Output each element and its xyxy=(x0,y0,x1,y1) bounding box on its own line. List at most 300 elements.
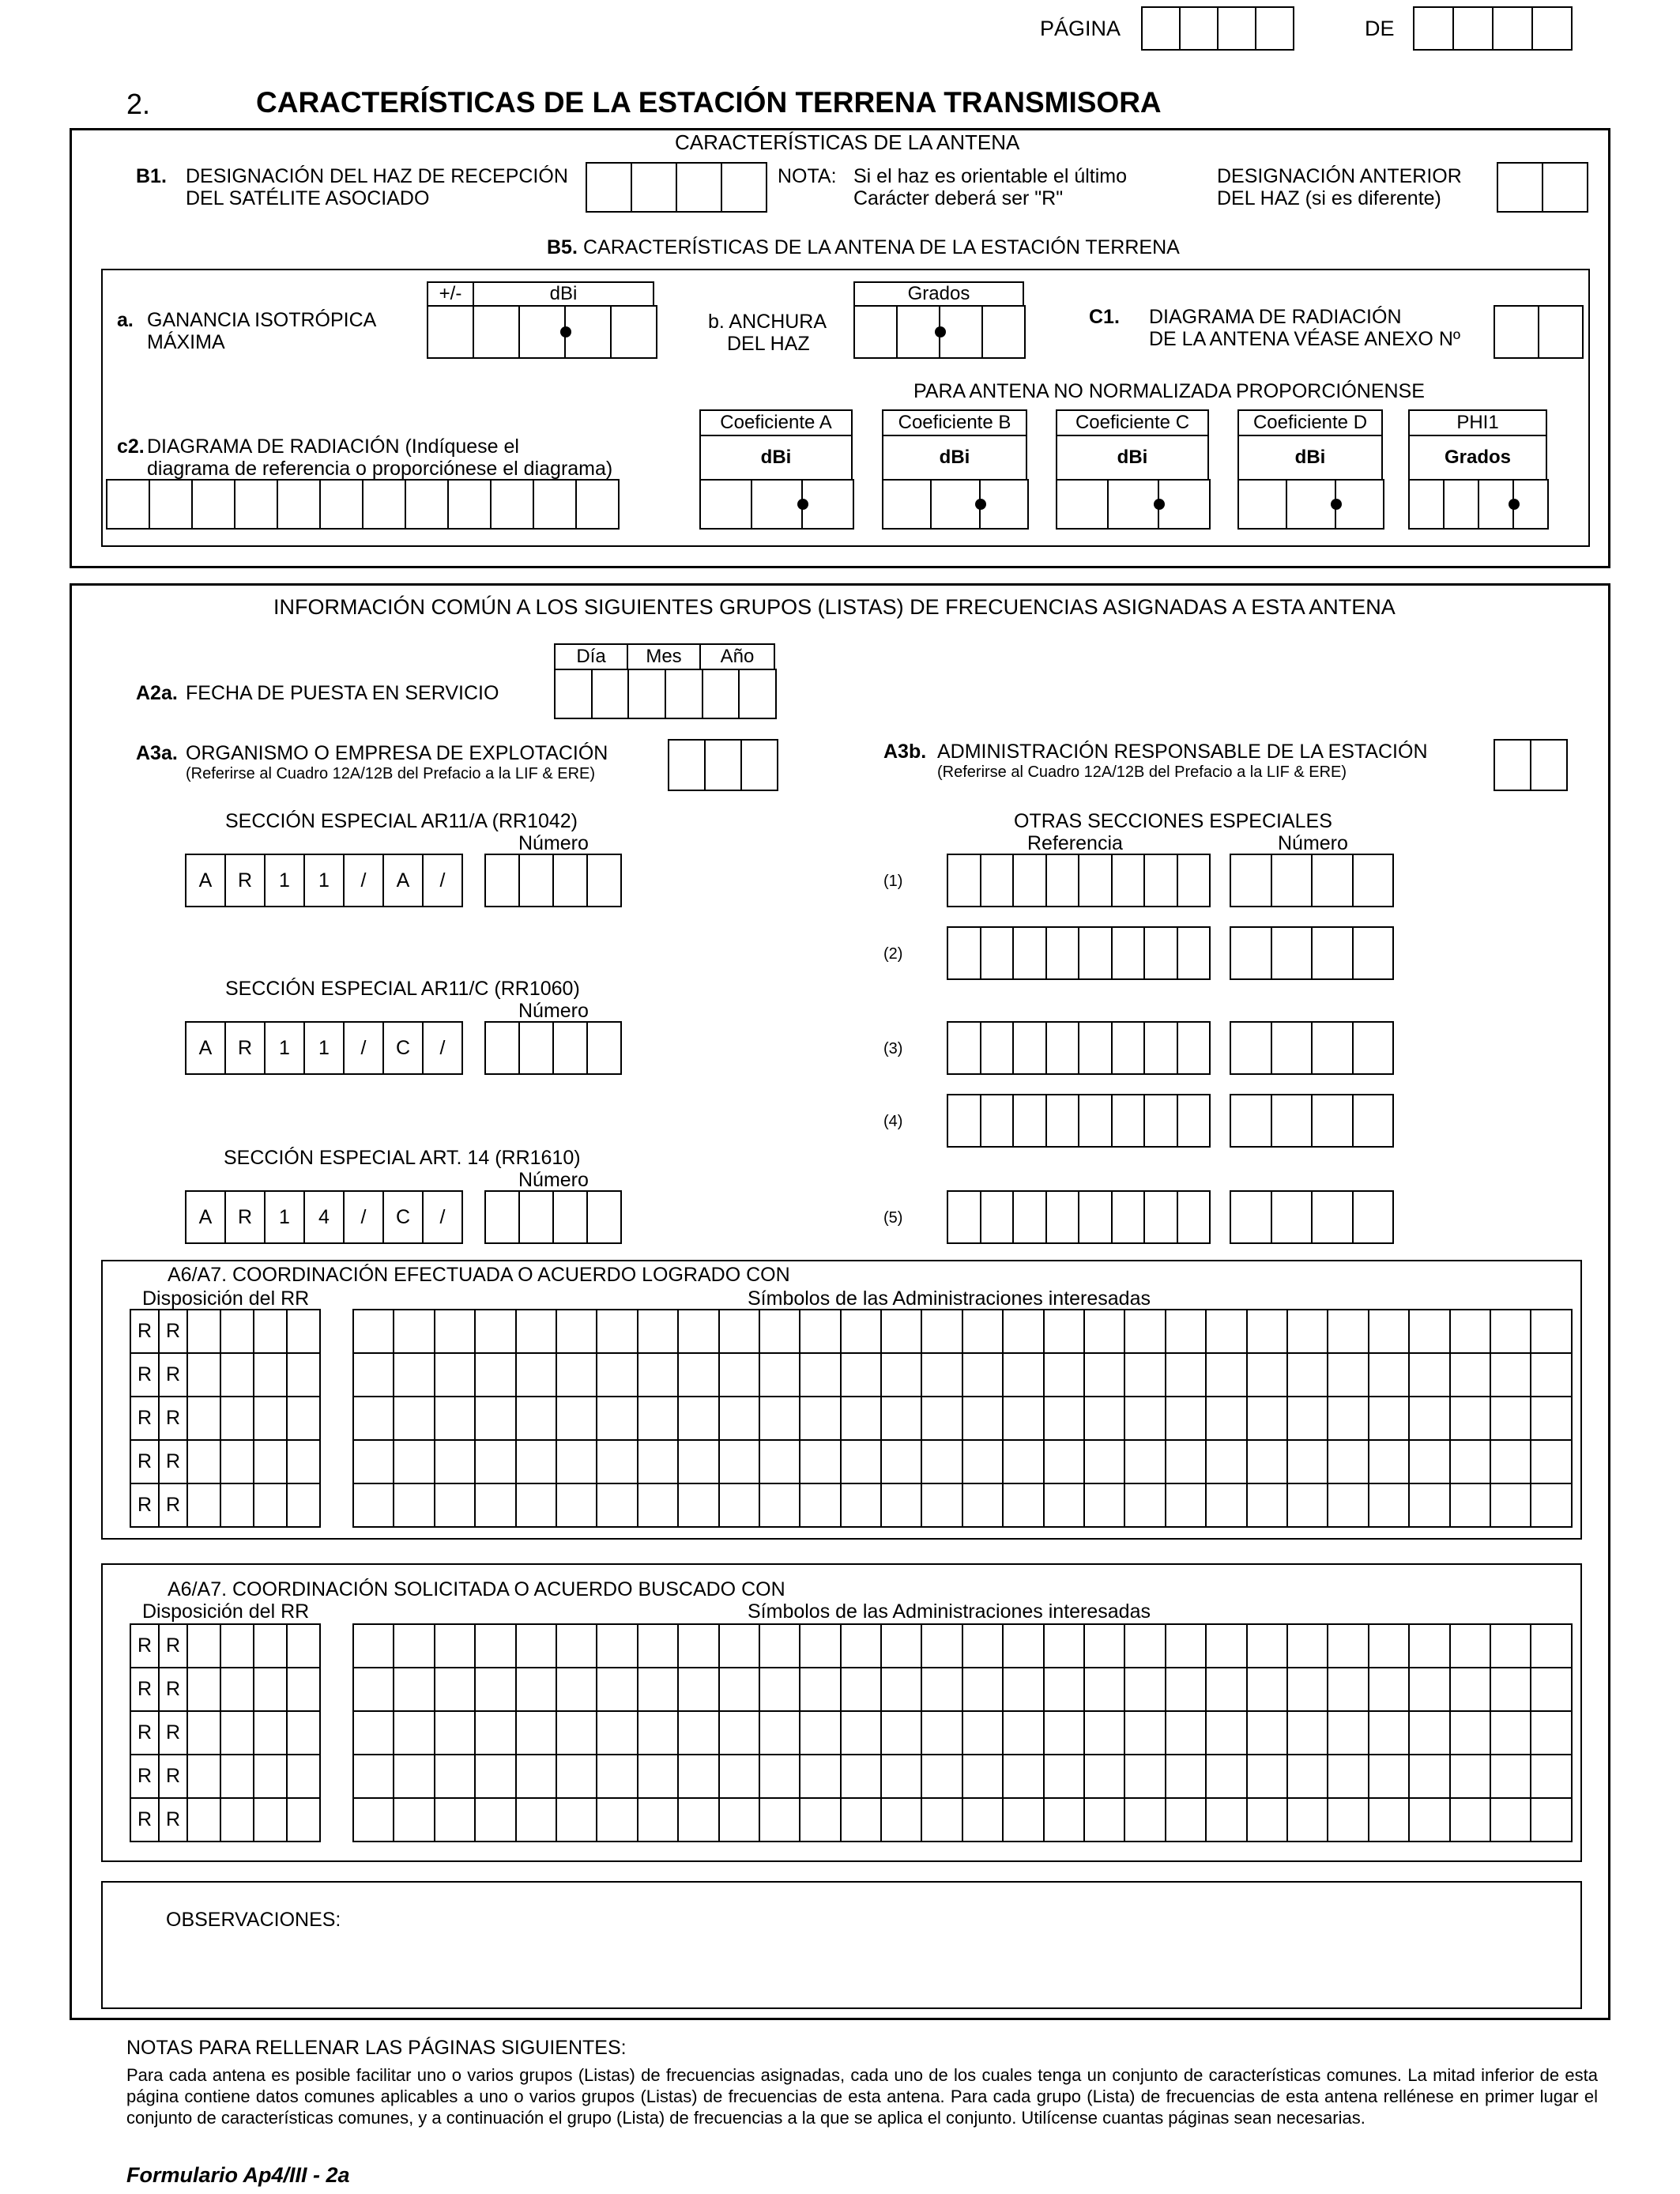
input-box[interactable] xyxy=(922,1441,962,1484)
coordination-requested-provision-grid[interactable] xyxy=(130,1623,321,1842)
input-box[interactable] xyxy=(720,1755,760,1799)
input-box[interactable] xyxy=(254,1668,288,1712)
input-box[interactable] xyxy=(720,1712,760,1755)
input-box[interactable] xyxy=(1354,1192,1395,1244)
input-box[interactable] xyxy=(1113,855,1146,907)
input-box[interactable] xyxy=(587,164,632,213)
input-box[interactable] xyxy=(1109,481,1160,530)
input-box[interactable] xyxy=(435,1712,476,1755)
input-box[interactable] xyxy=(800,1668,841,1712)
input-box[interactable] xyxy=(554,1192,588,1244)
a3b-administration-field[interactable] xyxy=(1494,739,1568,791)
input-box[interactable] xyxy=(1531,1484,1572,1528)
input-box[interactable] xyxy=(720,1668,760,1712)
input-box[interactable] xyxy=(363,481,406,530)
input-box[interactable] xyxy=(1248,1755,1288,1799)
input-box[interactable] xyxy=(981,481,1029,530)
input-box[interactable] xyxy=(1085,1712,1125,1755)
input-box[interactable] xyxy=(394,1310,435,1354)
input-box[interactable] xyxy=(922,1484,962,1528)
input-box[interactable] xyxy=(188,1668,221,1712)
input-box[interactable] xyxy=(760,1755,800,1799)
input-box[interactable] xyxy=(1491,1354,1531,1397)
input-box[interactable] xyxy=(1410,1799,1450,1842)
input-box[interactable] xyxy=(1491,1668,1531,1712)
input-box[interactable] xyxy=(254,1441,288,1484)
input-box[interactable] xyxy=(1145,928,1178,980)
input-box[interactable] xyxy=(1328,1799,1369,1842)
input-box[interactable] xyxy=(476,1668,516,1712)
input-box[interactable] xyxy=(760,1397,800,1441)
input-box[interactable] xyxy=(254,1755,288,1799)
input-box[interactable] xyxy=(476,1397,516,1441)
input-box[interactable] xyxy=(394,1799,435,1842)
input-box[interactable] xyxy=(1543,164,1588,213)
input-box[interactable] xyxy=(1047,1095,1080,1148)
other-section-5-reference-field[interactable] xyxy=(947,1190,1211,1244)
other-section-2-number-field[interactable] xyxy=(1230,926,1394,980)
input-box[interactable] xyxy=(557,1755,597,1799)
input-box[interactable] xyxy=(1451,1354,1491,1397)
input-box[interactable] xyxy=(1248,1625,1288,1668)
input-box[interactable] xyxy=(760,1799,800,1842)
input-box[interactable] xyxy=(963,1755,1004,1799)
input-box[interactable] xyxy=(150,481,193,530)
input-box[interactable] xyxy=(188,1799,221,1842)
input-box[interactable] xyxy=(629,670,666,719)
input-box[interactable] xyxy=(520,1192,554,1244)
input-box[interactable] xyxy=(221,1397,254,1441)
input-box[interactable] xyxy=(740,670,777,719)
input-box[interactable] xyxy=(1159,481,1211,530)
input-box[interactable] xyxy=(188,1354,221,1397)
input-box[interactable] xyxy=(221,1755,254,1799)
input-box[interactable] xyxy=(1248,1712,1288,1755)
input-box[interactable] xyxy=(557,1397,597,1441)
input-box[interactable] xyxy=(476,1484,516,1528)
input-box[interactable] xyxy=(981,1192,1015,1244)
input-box[interactable] xyxy=(288,1397,321,1441)
input-box[interactable] xyxy=(597,1441,638,1484)
input-box[interactable] xyxy=(1354,855,1395,907)
input-box[interactable] xyxy=(1248,1799,1288,1842)
input-box[interactable] xyxy=(1451,1668,1491,1712)
input-box[interactable] xyxy=(557,1310,597,1354)
input-box[interactable] xyxy=(1166,1799,1207,1842)
input-box[interactable] xyxy=(1231,1023,1272,1075)
input-box[interactable] xyxy=(1354,1095,1395,1148)
input-box[interactable] xyxy=(593,670,630,719)
input-box[interactable] xyxy=(435,1441,476,1484)
input-box[interactable] xyxy=(1125,1441,1166,1484)
input-box[interactable] xyxy=(1125,1755,1166,1799)
input-box[interactable] xyxy=(597,1397,638,1441)
input-box[interactable] xyxy=(278,481,321,530)
input-box[interactable] xyxy=(1288,1310,1328,1354)
input-box[interactable] xyxy=(1491,1310,1531,1354)
input-box[interactable] xyxy=(588,1023,622,1075)
input-box[interactable] xyxy=(1272,1095,1313,1148)
input-box[interactable] xyxy=(597,1755,638,1799)
input-box[interactable] xyxy=(394,1668,435,1712)
input-box[interactable] xyxy=(703,670,740,719)
input-box[interactable] xyxy=(188,1397,221,1441)
input-box[interactable] xyxy=(1336,481,1384,530)
input-box[interactable] xyxy=(1085,1441,1125,1484)
input-box[interactable] xyxy=(842,1625,882,1668)
input-box[interactable] xyxy=(1219,8,1256,51)
input-box[interactable] xyxy=(1313,928,1354,980)
input-box[interactable] xyxy=(677,164,722,213)
input-box[interactable] xyxy=(898,307,940,359)
input-box[interactable] xyxy=(1085,1755,1125,1799)
input-box[interactable] xyxy=(1369,1755,1410,1799)
input-box[interactable] xyxy=(638,1799,679,1842)
input-box[interactable] xyxy=(597,1310,638,1354)
input-box[interactable] xyxy=(679,1484,719,1528)
input-box[interactable] xyxy=(557,1625,597,1668)
input-box[interactable] xyxy=(517,1712,557,1755)
input-box[interactable] xyxy=(597,1625,638,1668)
input-box[interactable] xyxy=(597,1484,638,1528)
input-box[interactable] xyxy=(679,1755,719,1799)
input-box[interactable] xyxy=(1313,1023,1354,1075)
special-section-ar11c-number-field[interactable] xyxy=(484,1021,622,1075)
observations-field[interactable] xyxy=(101,1881,1582,2009)
input-box[interactable] xyxy=(476,1799,516,1842)
input-box[interactable] xyxy=(1491,1755,1531,1799)
input-box[interactable] xyxy=(855,307,898,359)
input-box[interactable] xyxy=(1178,1023,1211,1075)
input-box[interactable] xyxy=(1085,1397,1125,1441)
input-box[interactable] xyxy=(1531,1712,1572,1755)
input-box[interactable] xyxy=(254,1625,288,1668)
input-box[interactable] xyxy=(1288,1712,1328,1755)
input-box[interactable] xyxy=(842,1712,882,1755)
input-box[interactable] xyxy=(638,1755,679,1799)
input-box[interactable] xyxy=(1495,741,1531,791)
input-box[interactable] xyxy=(435,1668,476,1712)
input-box[interactable] xyxy=(963,1310,1004,1354)
input-box[interactable] xyxy=(1272,855,1313,907)
input-box[interactable] xyxy=(1445,481,1479,530)
input-box[interactable] xyxy=(476,1310,516,1354)
input-box[interactable] xyxy=(1495,307,1539,359)
input-box[interactable] xyxy=(394,1354,435,1397)
input-box[interactable] xyxy=(1045,1354,1085,1397)
input-box[interactable] xyxy=(1181,8,1219,51)
input-box[interactable] xyxy=(321,481,363,530)
input-box[interactable] xyxy=(1248,1441,1288,1484)
b1-beam-designation-field[interactable] xyxy=(586,162,767,213)
coordination-requested-symbols-grid[interactable] xyxy=(352,1623,1573,1842)
input-box[interactable] xyxy=(1125,1668,1166,1712)
input-box[interactable] xyxy=(842,1755,882,1799)
input-box[interactable] xyxy=(701,481,752,530)
beamwidth-value-field[interactable] xyxy=(853,305,1026,359)
input-box[interactable] xyxy=(760,1668,800,1712)
input-box[interactable] xyxy=(760,1484,800,1528)
input-box[interactable] xyxy=(842,1484,882,1528)
input-box[interactable] xyxy=(474,307,520,359)
input-box[interactable] xyxy=(1328,1397,1369,1441)
input-box[interactable] xyxy=(406,481,449,530)
input-box[interactable] xyxy=(963,1354,1004,1397)
input-box[interactable] xyxy=(882,1310,922,1354)
input-box[interactable] xyxy=(394,1397,435,1441)
input-box[interactable] xyxy=(882,1668,922,1712)
input-box[interactable] xyxy=(1057,481,1109,530)
input-box[interactable] xyxy=(882,1484,922,1528)
input-box[interactable] xyxy=(588,1192,622,1244)
input-box[interactable] xyxy=(1166,1354,1207,1397)
input-box[interactable] xyxy=(1125,1310,1166,1354)
input-box[interactable] xyxy=(1004,1310,1044,1354)
input-box[interactable] xyxy=(1410,1668,1450,1712)
input-box[interactable] xyxy=(679,1712,719,1755)
input-box[interactable] xyxy=(1178,855,1211,907)
input-box[interactable] xyxy=(1454,8,1494,51)
input-box[interactable] xyxy=(638,1441,679,1484)
input-box[interactable] xyxy=(1207,1484,1247,1528)
input-box[interactable] xyxy=(288,1441,321,1484)
input-box[interactable] xyxy=(842,1310,882,1354)
input-box[interactable] xyxy=(435,1484,476,1528)
input-box[interactable] xyxy=(597,1668,638,1712)
input-box[interactable] xyxy=(221,1712,254,1755)
input-box[interactable] xyxy=(800,1484,841,1528)
input-box[interactable] xyxy=(188,1625,221,1668)
input-box[interactable] xyxy=(221,1310,254,1354)
input-box[interactable] xyxy=(948,855,981,907)
input-box[interactable] xyxy=(1272,1023,1313,1075)
other-section-4-reference-field[interactable] xyxy=(947,1094,1211,1148)
input-box[interactable] xyxy=(1533,8,1573,51)
input-box[interactable] xyxy=(720,1310,760,1354)
input-box[interactable] xyxy=(679,1799,719,1842)
input-box[interactable] xyxy=(1248,1397,1288,1441)
a2a-service-date-field[interactable] xyxy=(554,669,777,719)
input-box[interactable] xyxy=(981,855,1015,907)
input-box[interactable] xyxy=(1410,1310,1450,1354)
input-box[interactable] xyxy=(557,1441,597,1484)
input-box[interactable] xyxy=(254,1712,288,1755)
input-box[interactable] xyxy=(1414,8,1454,51)
input-box[interactable] xyxy=(1328,1668,1369,1712)
input-box[interactable] xyxy=(517,1625,557,1668)
input-box[interactable] xyxy=(1410,481,1445,530)
input-box[interactable] xyxy=(554,1023,588,1075)
input-box[interactable] xyxy=(1143,8,1181,51)
input-box[interactable] xyxy=(597,1354,638,1397)
input-box[interactable] xyxy=(354,1354,394,1397)
input-box[interactable] xyxy=(193,481,235,530)
c2-diagram-field[interactable] xyxy=(106,479,620,530)
input-box[interactable] xyxy=(428,307,474,359)
coordination-effected-symbols-grid[interactable] xyxy=(352,1309,1573,1528)
input-box[interactable] xyxy=(354,1668,394,1712)
input-box[interactable] xyxy=(842,1354,882,1397)
input-box[interactable] xyxy=(1313,1095,1354,1148)
input-box[interactable] xyxy=(1125,1354,1166,1397)
input-box[interactable] xyxy=(638,1484,679,1528)
input-box[interactable] xyxy=(1014,1095,1047,1148)
input-box[interactable] xyxy=(1328,1441,1369,1484)
input-box[interactable] xyxy=(588,855,622,907)
input-box[interactable] xyxy=(981,1023,1015,1075)
input-box[interactable] xyxy=(1045,1484,1085,1528)
input-box[interactable] xyxy=(882,1354,922,1397)
input-box[interactable] xyxy=(557,1354,597,1397)
input-box[interactable] xyxy=(963,1441,1004,1484)
input-box[interactable] xyxy=(1410,1755,1450,1799)
input-box[interactable] xyxy=(1491,1397,1531,1441)
input-box[interactable] xyxy=(760,1712,800,1755)
coefficient-d-field[interactable] xyxy=(1237,479,1384,530)
input-box[interactable] xyxy=(354,1397,394,1441)
input-box[interactable] xyxy=(800,1310,841,1354)
input-box[interactable] xyxy=(354,1484,394,1528)
input-box[interactable] xyxy=(354,1799,394,1842)
input-box[interactable] xyxy=(940,307,983,359)
input-box[interactable] xyxy=(1085,1799,1125,1842)
coefficient-c-field[interactable] xyxy=(1056,479,1211,530)
input-box[interactable] xyxy=(922,1625,962,1668)
input-box[interactable] xyxy=(1231,1192,1272,1244)
input-box[interactable] xyxy=(1451,1484,1491,1528)
input-box[interactable] xyxy=(1313,1192,1354,1244)
input-box[interactable] xyxy=(1451,1712,1491,1755)
input-box[interactable] xyxy=(1045,1625,1085,1668)
input-box[interactable] xyxy=(254,1310,288,1354)
input-box[interactable] xyxy=(1079,855,1113,907)
input-box[interactable] xyxy=(1369,1712,1410,1755)
input-box[interactable] xyxy=(720,1799,760,1842)
input-box[interactable] xyxy=(963,1712,1004,1755)
input-box[interactable] xyxy=(1369,1799,1410,1842)
input-box[interactable] xyxy=(1231,855,1272,907)
input-box[interactable] xyxy=(1079,928,1113,980)
input-box[interactable] xyxy=(288,1712,321,1755)
input-box[interactable] xyxy=(1004,1668,1044,1712)
input-box[interactable] xyxy=(800,1712,841,1755)
previous-beam-designation-field[interactable] xyxy=(1497,162,1588,213)
input-box[interactable] xyxy=(1539,307,1584,359)
input-box[interactable] xyxy=(981,928,1015,980)
input-box[interactable] xyxy=(669,741,706,791)
input-box[interactable] xyxy=(517,1354,557,1397)
input-box[interactable] xyxy=(517,1310,557,1354)
input-box[interactable] xyxy=(1045,1441,1085,1484)
input-box[interactable] xyxy=(1498,164,1543,213)
input-box[interactable] xyxy=(1113,1023,1146,1075)
input-box[interactable] xyxy=(221,1668,254,1712)
input-box[interactable] xyxy=(1047,1192,1080,1244)
input-box[interactable] xyxy=(435,1625,476,1668)
input-box[interactable] xyxy=(922,1354,962,1397)
input-box[interactable] xyxy=(1451,1441,1491,1484)
input-box[interactable] xyxy=(1410,1397,1450,1441)
input-box[interactable] xyxy=(1207,1310,1247,1354)
input-box[interactable] xyxy=(188,1712,221,1755)
input-box[interactable] xyxy=(107,481,150,530)
input-box[interactable] xyxy=(517,1484,557,1528)
input-box[interactable] xyxy=(1004,1755,1044,1799)
input-box[interactable] xyxy=(235,481,278,530)
c1-annex-number-field[interactable] xyxy=(1494,305,1584,359)
input-box[interactable] xyxy=(800,1441,841,1484)
input-box[interactable] xyxy=(1491,1799,1531,1842)
gain-value-field[interactable] xyxy=(427,305,657,359)
special-section-art14-number-field[interactable] xyxy=(484,1190,622,1244)
input-box[interactable] xyxy=(520,855,554,907)
input-box[interactable] xyxy=(1045,1755,1085,1799)
input-box[interactable] xyxy=(963,1668,1004,1712)
input-box[interactable] xyxy=(435,1755,476,1799)
input-box[interactable] xyxy=(1145,1192,1178,1244)
input-box[interactable] xyxy=(1047,1023,1080,1075)
input-box[interactable] xyxy=(1531,1625,1572,1668)
input-box[interactable] xyxy=(720,1397,760,1441)
input-box[interactable] xyxy=(1231,1095,1272,1148)
input-box[interactable] xyxy=(679,1354,719,1397)
input-box[interactable] xyxy=(597,1799,638,1842)
input-box[interactable] xyxy=(1014,928,1047,980)
input-box[interactable] xyxy=(254,1484,288,1528)
input-box[interactable] xyxy=(1207,1441,1247,1484)
a3a-operator-field[interactable] xyxy=(668,739,778,791)
input-box[interactable] xyxy=(1166,1712,1207,1755)
input-box[interactable] xyxy=(882,1755,922,1799)
input-box[interactable] xyxy=(638,1354,679,1397)
input-box[interactable] xyxy=(948,1023,981,1075)
input-box[interactable] xyxy=(1079,1095,1113,1148)
input-box[interactable] xyxy=(577,481,620,530)
input-box[interactable] xyxy=(842,1799,882,1842)
input-box[interactable] xyxy=(1288,1625,1328,1668)
input-box[interactable] xyxy=(435,1310,476,1354)
input-box[interactable] xyxy=(638,1310,679,1354)
input-box[interactable] xyxy=(557,1712,597,1755)
input-box[interactable] xyxy=(354,1441,394,1484)
input-box[interactable] xyxy=(188,1484,221,1528)
input-box[interactable] xyxy=(882,1625,922,1668)
input-box[interactable] xyxy=(288,1354,321,1397)
input-box[interactable] xyxy=(486,1023,520,1075)
coefficient-a-field[interactable] xyxy=(699,479,854,530)
input-box[interactable] xyxy=(1531,1310,1572,1354)
input-box[interactable] xyxy=(800,1755,841,1799)
input-box[interactable] xyxy=(679,1397,719,1441)
input-box[interactable] xyxy=(1410,1484,1450,1528)
input-box[interactable] xyxy=(679,1668,719,1712)
input-box[interactable] xyxy=(354,1625,394,1668)
input-box[interactable] xyxy=(922,1755,962,1799)
input-box[interactable] xyxy=(520,1023,554,1075)
input-box[interactable] xyxy=(517,1668,557,1712)
input-box[interactable] xyxy=(679,1441,719,1484)
coefficient-b-field[interactable] xyxy=(882,479,1029,530)
input-box[interactable] xyxy=(288,1310,321,1354)
input-box[interactable] xyxy=(963,1397,1004,1441)
input-box[interactable] xyxy=(1369,1668,1410,1712)
input-box[interactable] xyxy=(188,1310,221,1354)
input-box[interactable] xyxy=(1125,1799,1166,1842)
input-box[interactable] xyxy=(922,1712,962,1755)
input-box[interactable] xyxy=(1178,1095,1211,1148)
input-box[interactable] xyxy=(597,1712,638,1755)
input-box[interactable] xyxy=(760,1441,800,1484)
